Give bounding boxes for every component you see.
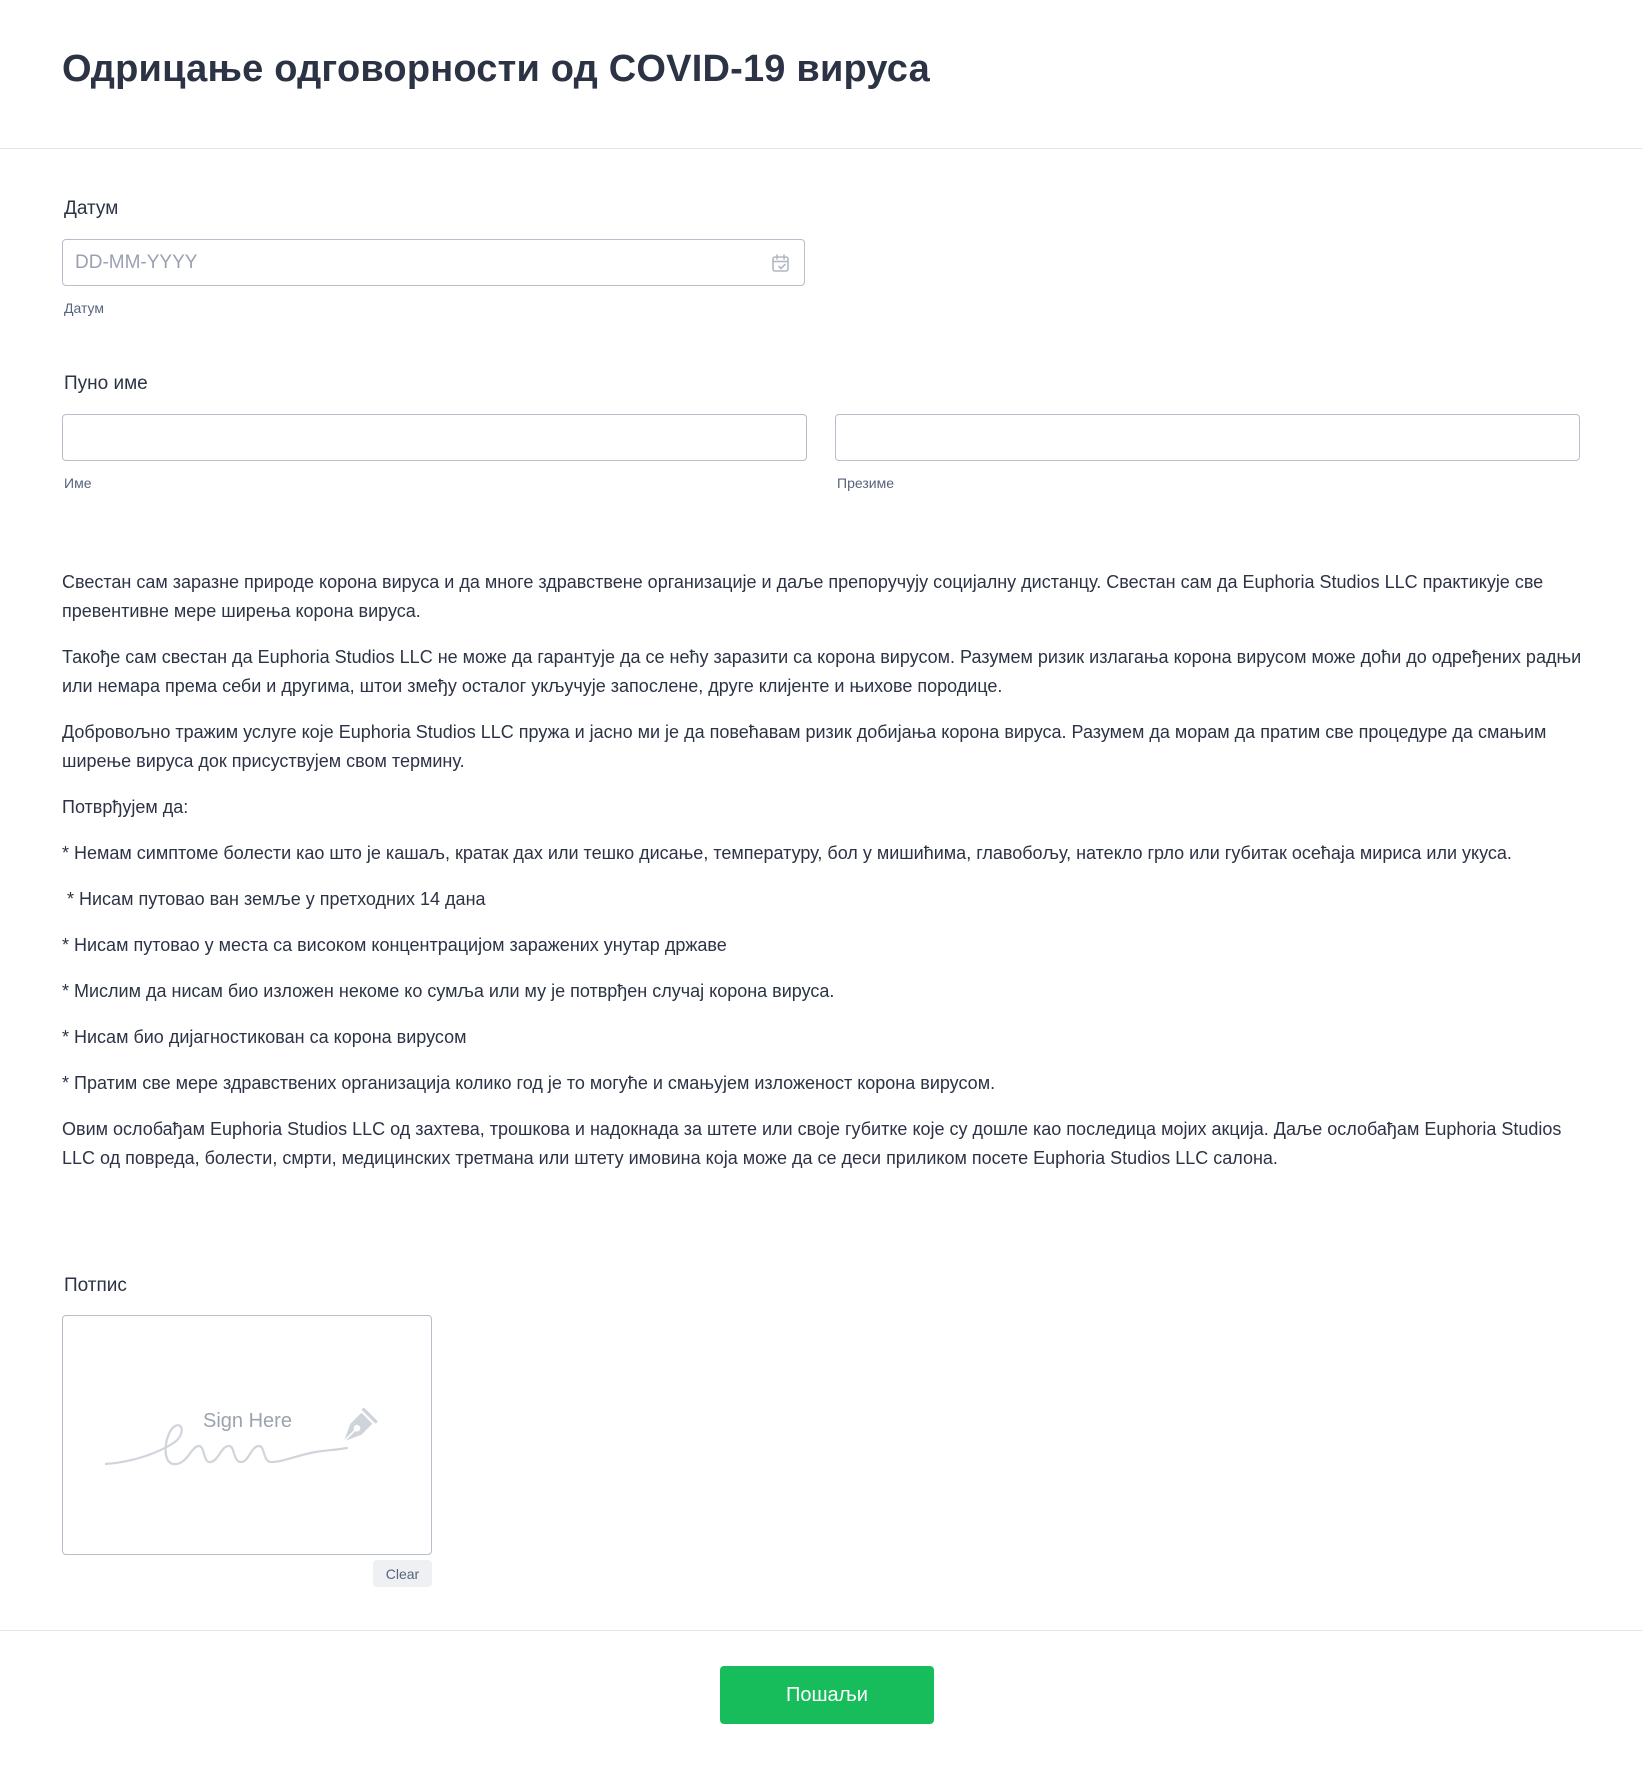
date-input[interactable] [62, 239, 805, 286]
form-header [0, 0, 1642, 149]
waiver-paragraph: * Нисам путовао у места са високом концентрацијом заражених унутар државе [62, 935, 727, 955]
clear-signature-button[interactable]: Clear [373, 1560, 432, 1587]
signature-hint: Sign Here [203, 1410, 292, 1432]
full-name-label: Пуно име [64, 373, 148, 394]
waiver-paragraph: Овим ослобађам Euphoria Studios LLC од захтева, трошкова и надокнада за штете или своје губитке које су дошле као последица мојих акција. Даље ослобађам Euphoria Studios LLC од повреда, болести, смрти, медицинских третмана или штету имовина која може да се деси приликом посете Euphoria Studios LLC салона. [62, 1119, 1562, 1168]
first-name-sublabel: Име [64, 475, 92, 491]
signature-label: Потпис [64, 1275, 127, 1296]
waiver-paragraph: Добровољно тражим услуге које Euphoria Studios LLC пружа и јасно ми је да повећавам ризик добијања корона вируса. Разумем да морам да пратим све процедуре да смањим ширење вируса док присуствујем свом термину. [62, 722, 1547, 771]
waiver-text [62, 568, 1582, 1190]
waiver-paragraph: Потврђујем да: [62, 797, 189, 817]
waiver-paragraph: * Нисам путовао ван земље у претходних 14 дана [62, 889, 486, 909]
date-sublabel: Датум [64, 300, 104, 316]
last-name-input[interactable] [835, 414, 1580, 461]
waiver-paragraph: * Мислим да нисам био изложен некоме ко сумља или му је потврђен случај корона вируса. [62, 981, 835, 1001]
calendar-icon[interactable] [770, 252, 792, 274]
first-name-input[interactable] [62, 414, 807, 461]
pen-nib-icon [335, 1404, 379, 1448]
last-name-sublabel: Презиме [837, 475, 894, 491]
page-title: Одрицање одговорности од COVID-19 вируса [62, 48, 930, 90]
waiver-paragraph: * Немам симптоме болести као што је кашаљ, кратак дах или тешко дисање, температуру, бол у мишићима, главобољу, натекло грло или губитак осећаја мириса или укуса. [62, 843, 1512, 863]
signature-pad[interactable] [62, 1315, 432, 1555]
waiver-paragraph: * Нисам био дијагностикован са корона вирусом [62, 1027, 467, 1047]
submit-button[interactable]: Пошаљи [720, 1666, 934, 1724]
date-label: Датум [64, 198, 119, 219]
waiver-paragraph: Такође сам свестан да Euphoria Studios LLC не може да гарантује да се нећу заразити са корона вирусом. Разумем ризик излагања корона вирусом може доћи до одређених радњи или немара према себи и другима, штои змеђу осталог укључује запослене, друге клијенте и њихове породице. [62, 647, 1582, 696]
waiver-paragraph: * Пратим све мере здравствених организација колико год је то могуће и смањујем изложеност корона вирусом. [62, 1073, 996, 1093]
waiver-paragraph: Свестан сам заразне природе корона вируса и да многе здравствене организације и даље препоручују социјалну дистанцу. Свестан сам да Euphoria Studios LLC практикује све превентивне мере ширења корона вируса. [62, 572, 1544, 621]
